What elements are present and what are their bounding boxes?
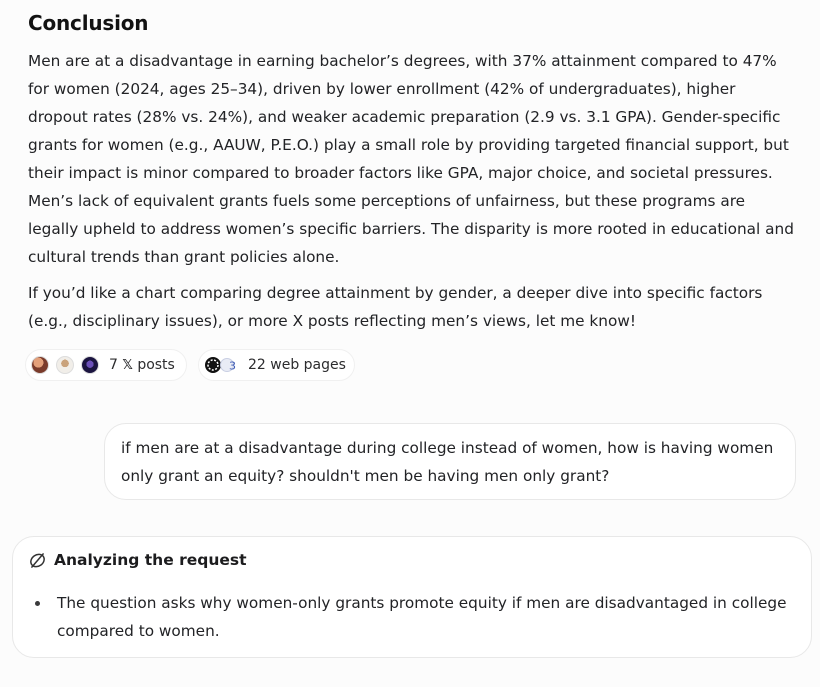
avatar <box>31 356 49 374</box>
follow-up-paragraph: If you’d like a chart comparing degree attainment by gender, a deeper dive into specific factors (e.g., disciplinary issues), or more X posts reflecting men’s views, let me know! <box>28 284 763 330</box>
user-message-bubble <box>104 423 796 500</box>
web-pages-label: 22 web pages <box>248 357 346 373</box>
conclusion-heading: Conclusion <box>28 11 149 35</box>
x-logo-icon: 𝕏 <box>122 357 133 373</box>
x-posts-sources-button[interactable] <box>25 349 187 381</box>
posts-label: posts <box>137 357 175 373</box>
web-source-favicon-icon <box>220 356 240 374</box>
thinking-header[interactable] <box>29 551 247 569</box>
svg-text:3: 3 <box>229 359 236 373</box>
thinking-bullet <box>29 589 789 645</box>
posts-count: 7 <box>109 357 118 373</box>
avatar <box>81 356 99 374</box>
thinking-panel[interactable] <box>12 536 812 658</box>
thinking-spinner-icon <box>29 552 46 569</box>
thinking-title: Analyzing the request <box>54 551 247 569</box>
bullet-dot-icon <box>35 601 40 606</box>
web-pages-sources-button[interactable] <box>198 349 355 381</box>
conclusion-paragraph: Men are at a disadvantage in earning bachelor’s degrees, with 37% attainment compared to 47% for women (2024, ages 25–34), driven by lower enrollment (42% of undergraduates), higher dropout rates (28% vs. 24%), and weaker academic preparation (2.9 vs. 3.1 GPA). Gender-specific grants for women (e.g., AAUW, P.E.O.) play a small role by providing targeted financial support, but their impact is minor compared to broader factors like GPA, major choice, and societal pressures. Men’s lack of equivalent grants fuels some perceptions of unfairness, but these programs are legally upheld to address women’s specific barriers. The disparity is more rooted in educational and cultural trends than grant policies alone. <box>28 52 794 266</box>
user-message-text: if men are at a disadvantage during college instead of women, how is having women only grant an equity? shouldn't men be having men only grant? <box>121 439 774 485</box>
thinking-bullet-text: The question asks why women-only grants promote equity if men are disadvantaged in college compared to women. <box>57 594 787 640</box>
avatar <box>56 356 74 374</box>
